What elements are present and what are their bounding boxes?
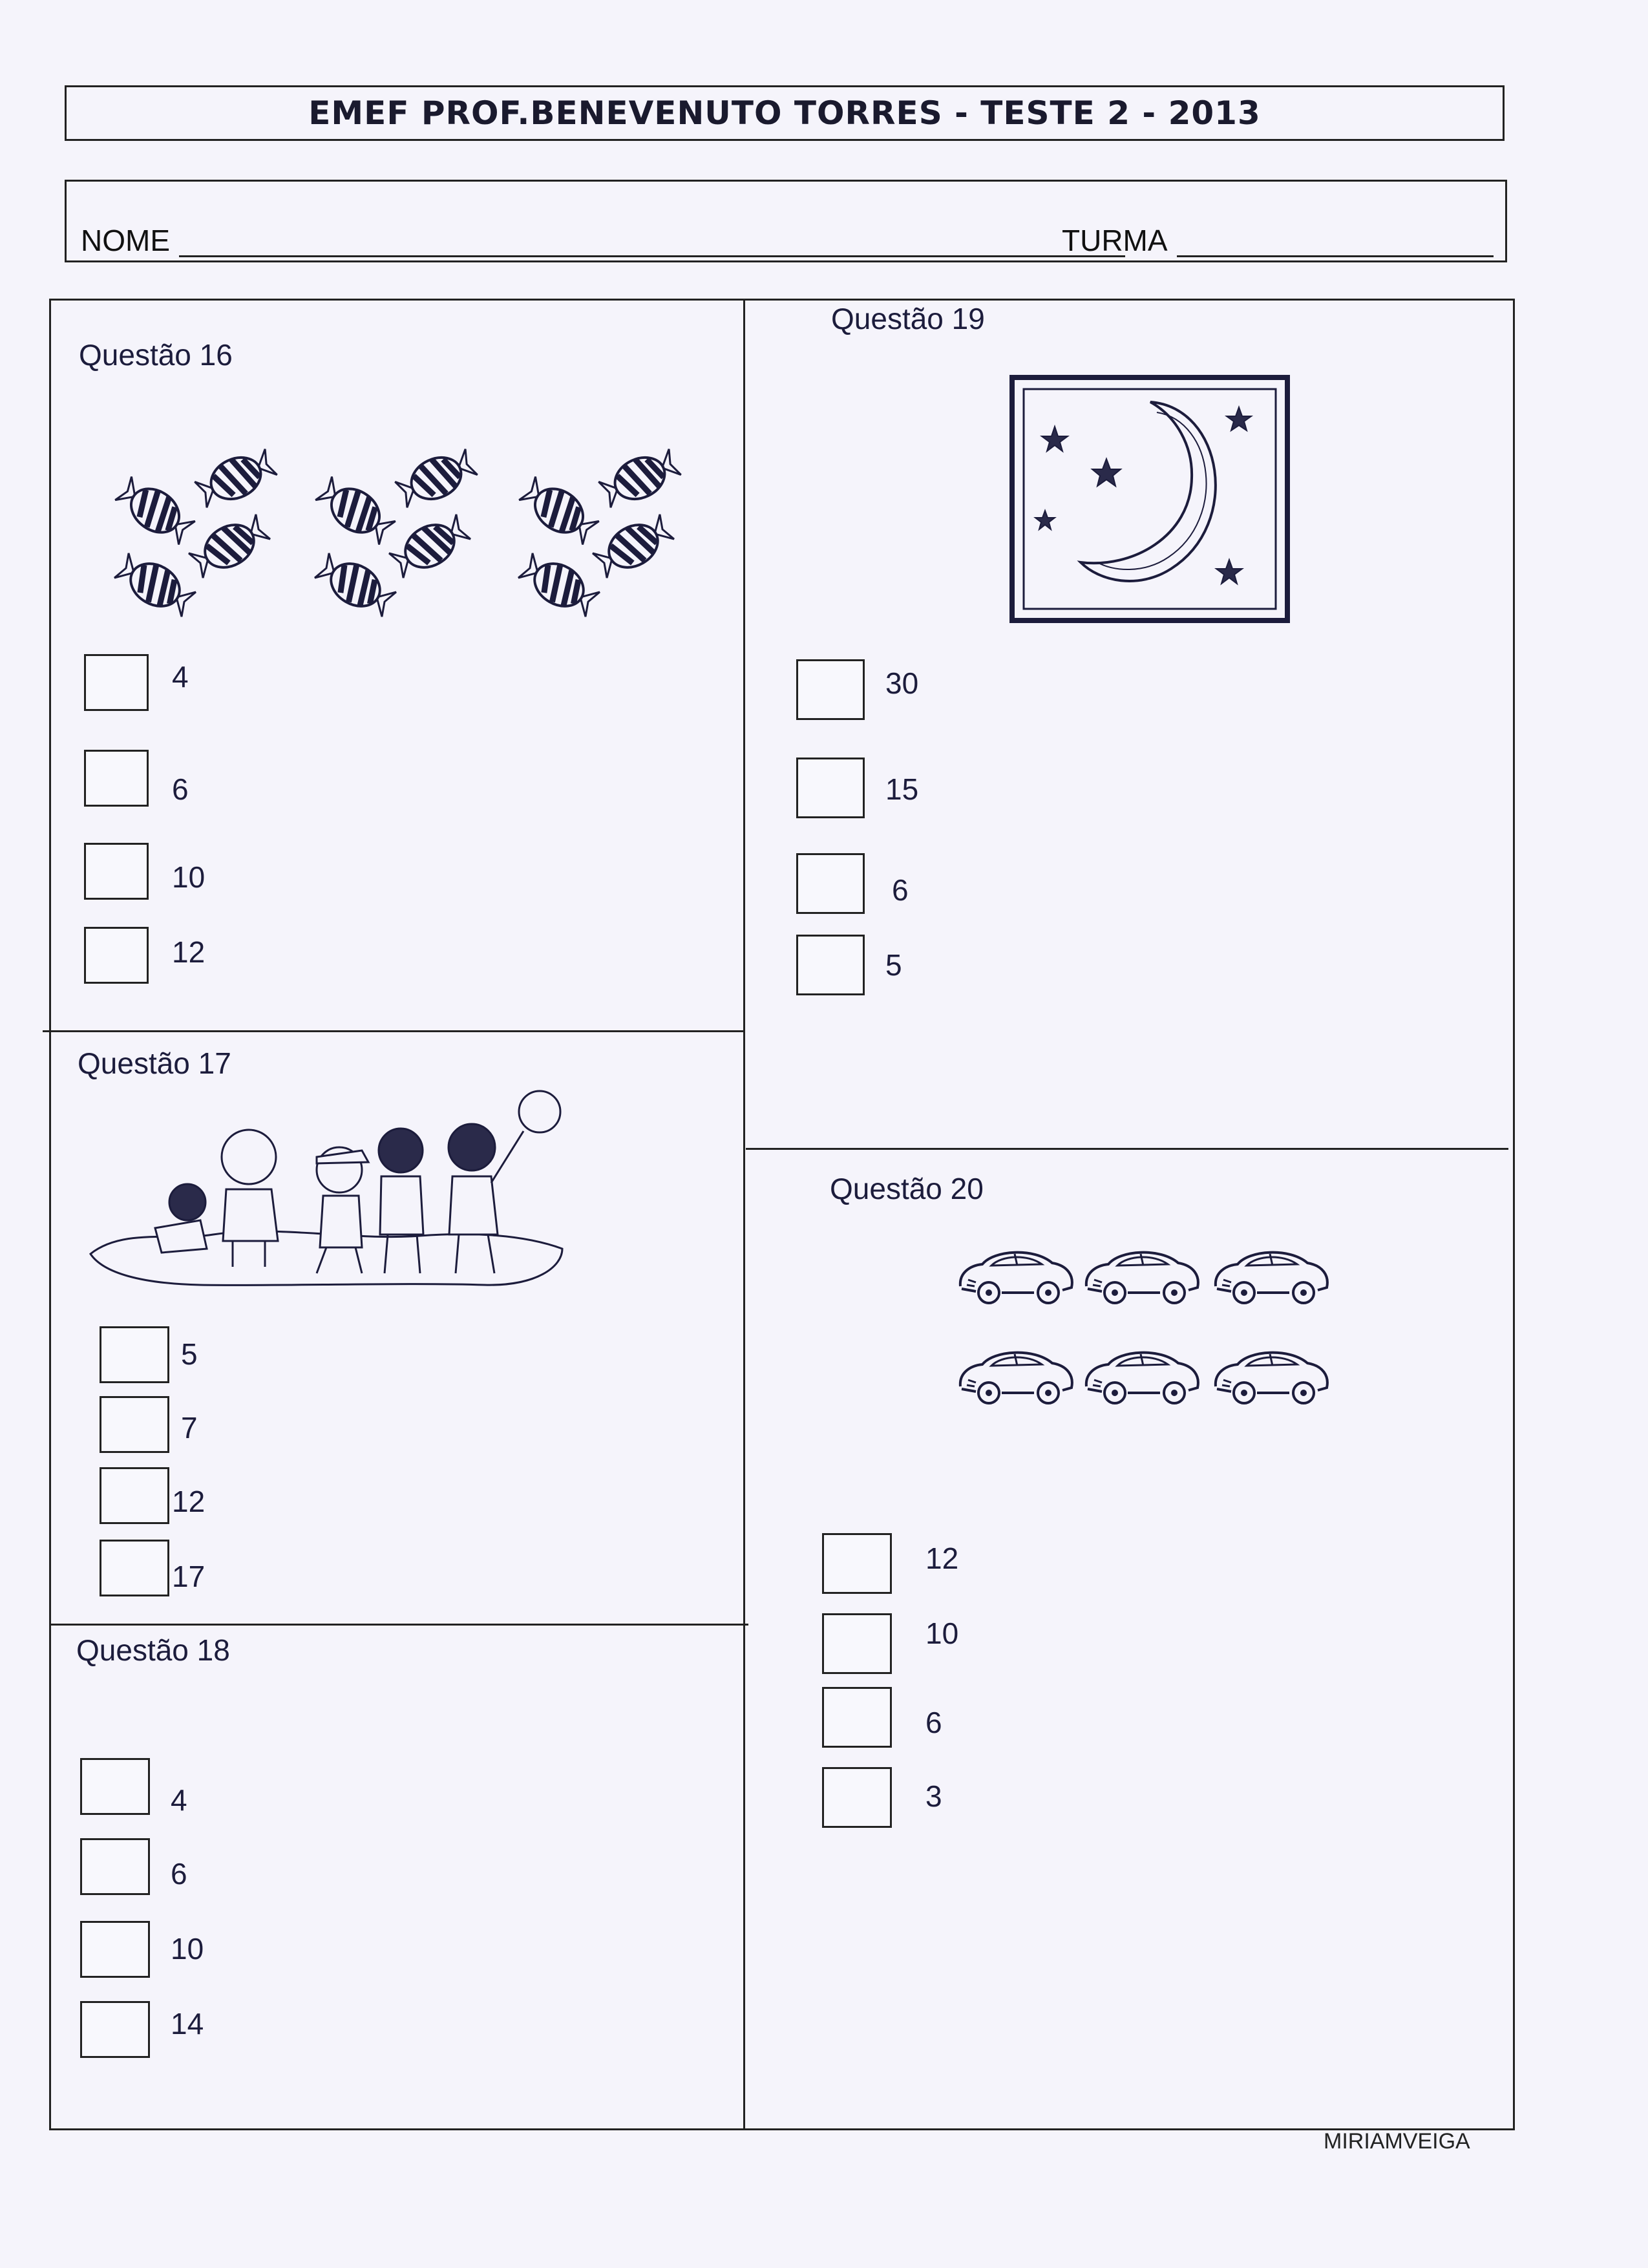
author-credit: MIRIAMVEIGA xyxy=(1324,2129,1470,2154)
divider-q17-q18 xyxy=(49,1624,748,1626)
q19-option-3-checkbox[interactable] xyxy=(796,853,865,914)
question-16-title: Questão 16 xyxy=(79,338,233,372)
q18-option-1-label: 4 xyxy=(171,1783,187,1817)
q19-option-4-checkbox[interactable] xyxy=(796,935,865,995)
q17-option-1-checkbox[interactable] xyxy=(100,1326,169,1383)
q16-option-1-checkbox[interactable] xyxy=(84,654,149,711)
q20-option-3-label: 6 xyxy=(925,1706,942,1739)
q16-option-1-label: 4 xyxy=(172,660,189,694)
q16-option-4-checkbox[interactable] xyxy=(84,927,149,984)
class-label: TURMA xyxy=(1062,224,1168,257)
q19-option-1-label: 30 xyxy=(885,666,919,700)
q18-option-1-checkbox[interactable] xyxy=(80,1758,150,1815)
q18-option-4-label: 14 xyxy=(171,2007,204,2040)
divider-q16-q17 xyxy=(43,1030,745,1032)
q16-option-2-label: 6 xyxy=(172,772,189,806)
q17-option-3-label: 12 xyxy=(172,1485,206,1518)
q16-option-4-label: 12 xyxy=(172,935,206,969)
question-20-title: Questão 20 xyxy=(830,1172,984,1205)
q16-option-3-label: 10 xyxy=(172,860,206,894)
question-17-title: Questão 17 xyxy=(78,1046,231,1080)
q19-option-1-checkbox[interactable] xyxy=(796,659,865,720)
q19-option-4-label: 5 xyxy=(885,948,902,982)
q17-option-3-checkbox[interactable] xyxy=(100,1467,169,1524)
q17-option-4-label: 17 xyxy=(172,1560,206,1593)
name-label: NOME xyxy=(81,224,170,257)
divider-q19-q20 xyxy=(746,1148,1508,1150)
q19-option-3-label: 6 xyxy=(892,873,909,907)
q20-option-1-checkbox[interactable] xyxy=(822,1533,892,1594)
q16-option-2-checkbox[interactable] xyxy=(84,750,149,807)
question-18-title: Questão 18 xyxy=(76,1633,230,1667)
q17-option-1-label: 5 xyxy=(181,1337,198,1371)
page-title: EMEF PROF.BENEVENUTO TORRES - TESTE 2 - 2013 xyxy=(308,94,1261,132)
q20-option-4-checkbox[interactable] xyxy=(822,1767,892,1828)
q18-option-2-checkbox[interactable] xyxy=(80,1838,150,1895)
q17-option-2-label: 7 xyxy=(181,1411,198,1445)
question-19-title: Questão 19 xyxy=(831,302,985,335)
name-box xyxy=(65,180,1507,262)
title-box xyxy=(65,85,1505,141)
moon-and-stars-icon xyxy=(1009,375,1290,623)
class-field-line[interactable] xyxy=(1177,255,1494,257)
q20-option-1-label: 12 xyxy=(925,1542,959,1575)
q18-option-3-label: 10 xyxy=(171,1932,204,1966)
q17-option-2-checkbox[interactable] xyxy=(100,1396,169,1453)
q20-option-2-label: 10 xyxy=(925,1616,959,1650)
q18-option-3-checkbox[interactable] xyxy=(80,1921,150,1978)
q19-option-2-label: 15 xyxy=(885,772,919,806)
q18-option-4-checkbox[interactable] xyxy=(80,2001,150,2058)
q18-option-2-label: 6 xyxy=(171,1857,187,1891)
q20-option-4-label: 3 xyxy=(925,1779,942,1813)
q20-option-2-checkbox[interactable] xyxy=(822,1613,892,1674)
children-icon xyxy=(84,1079,569,1293)
name-field-line[interactable] xyxy=(179,255,1125,257)
candies-icon xyxy=(97,440,711,627)
q20-option-3-checkbox[interactable] xyxy=(822,1687,892,1748)
q16-option-3-checkbox[interactable] xyxy=(84,843,149,900)
cars-icon xyxy=(950,1241,1338,1428)
q17-option-4-checkbox[interactable] xyxy=(100,1540,169,1596)
q19-option-2-checkbox[interactable] xyxy=(796,758,865,818)
column-divider xyxy=(743,299,745,2130)
